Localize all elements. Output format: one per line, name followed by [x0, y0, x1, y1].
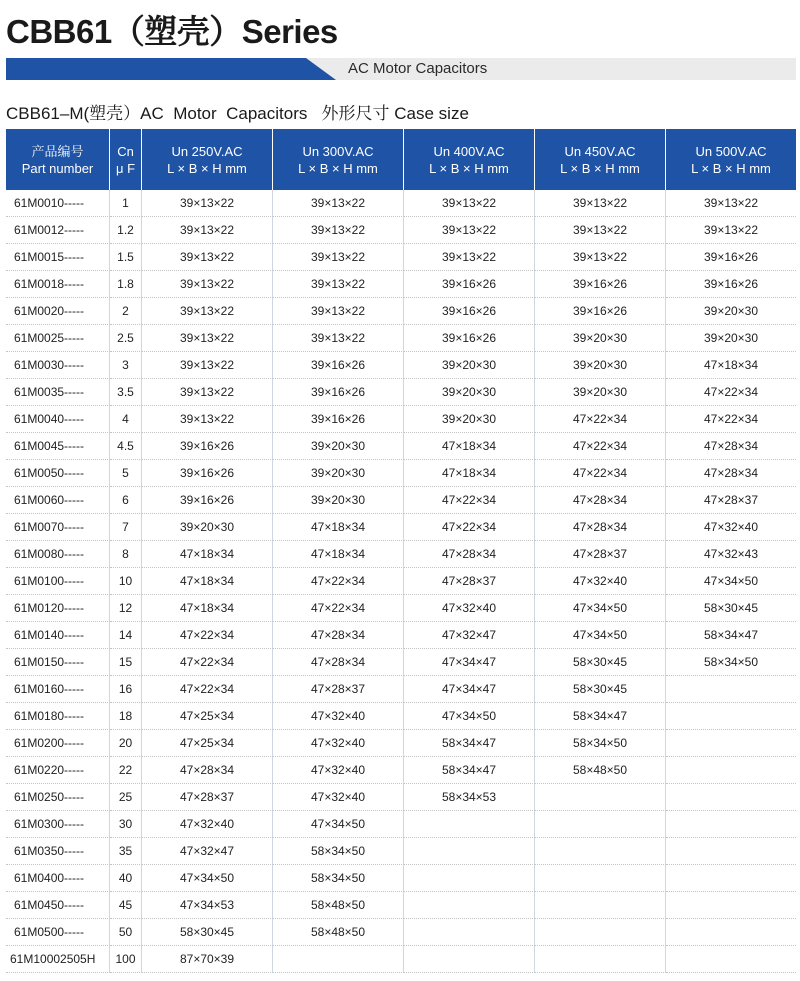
size-500v-cell: 47×22×34: [666, 379, 796, 406]
table-row: [6, 325, 796, 352]
size-400v-cell: 47×18×34: [404, 433, 535, 460]
size-400v-cell: 47×32×40: [404, 595, 535, 622]
size-300v-cell: 39×13×22: [273, 298, 404, 325]
table-row: [6, 271, 796, 298]
part-number-cell: 61M0015-----: [6, 244, 110, 271]
size-450v-cell: 39×20×30: [535, 352, 666, 379]
part-number-cell: 61M0035-----: [6, 379, 110, 406]
size-300v-cell: 39×16×26: [273, 406, 404, 433]
size-300v-cell: 58×48×50: [273, 892, 404, 919]
size-250v-cell: 47×32×47: [142, 838, 273, 865]
capacitance-cell: 4.5: [110, 433, 142, 460]
size-450v-cell: 47×32×40: [535, 568, 666, 595]
size-450v-cell: 47×22×34: [535, 406, 666, 433]
table-row: [6, 676, 796, 703]
capacitance-cell: 50: [110, 919, 142, 946]
capacitance-cell: 15: [110, 649, 142, 676]
table-row: [6, 757, 796, 784]
table-row: [6, 838, 796, 865]
size-500v-cell: [666, 703, 796, 730]
part-number-cell: 61M0040-----: [6, 406, 110, 433]
size-250v-cell: 47×18×34: [142, 595, 273, 622]
size-300v-cell: 58×34×50: [273, 865, 404, 892]
capacitance-cell: 35: [110, 838, 142, 865]
part-number-cell: 61M0140-----: [6, 622, 110, 649]
size-250v-cell: 39×13×22: [142, 271, 273, 298]
size-500v-cell: 47×28×37: [666, 487, 796, 514]
size-300v-cell: 47×34×50: [273, 811, 404, 838]
size-500v-cell: 58×30×45: [666, 595, 796, 622]
capacitance-cell: 100: [110, 946, 142, 973]
table-row: [6, 352, 796, 379]
size-500v-cell: [666, 865, 796, 892]
capacitance-cell: 16: [110, 676, 142, 703]
table-row: [6, 865, 796, 892]
part-number-cell: 61M0050-----: [6, 460, 110, 487]
part-number-cell: 61M0250-----: [6, 784, 110, 811]
capacitance-cell: 25: [110, 784, 142, 811]
part-number-cell: 61M0350-----: [6, 838, 110, 865]
table-row: [6, 379, 796, 406]
size-400v-cell: [404, 919, 535, 946]
size-500v-cell: 39×16×26: [666, 244, 796, 271]
part-number-cell: 61M0010-----: [6, 190, 110, 217]
voltage-label: Un 300V.AC: [302, 143, 374, 159]
case-size-table: [6, 129, 796, 973]
size-500v-cell: 39×13×22: [666, 190, 796, 217]
size-500v-cell: 39×13×22: [666, 217, 796, 244]
size-400v-cell: [404, 865, 535, 892]
size-450v-cell: 58×48×50: [535, 757, 666, 784]
table-row: [6, 946, 796, 973]
table-row: [6, 514, 796, 541]
table-row: [6, 541, 796, 568]
size-500v-cell: 47×32×40: [666, 514, 796, 541]
part-number-cell: 61M0020-----: [6, 298, 110, 325]
size-500v-cell: [666, 811, 796, 838]
table-row: [6, 622, 796, 649]
size-500v-cell: 39×16×26: [666, 271, 796, 298]
part-number-cell: 61M0012-----: [6, 217, 110, 244]
part-number-header-cn: 产品编号: [31, 143, 84, 159]
size-400v-cell: 47×32×47: [404, 622, 535, 649]
size-300v-cell: 39×13×22: [273, 325, 404, 352]
capacitance-cell: 7: [110, 514, 142, 541]
capacitance-header-unit: μ F: [115, 160, 136, 176]
capacitance-cell: 10: [110, 568, 142, 595]
size-450v-cell: 39×20×30: [535, 379, 666, 406]
capacitance-cell: 5: [110, 460, 142, 487]
size-300v-cell: 39×20×30: [273, 433, 404, 460]
size-250v-cell: 39×13×22: [142, 325, 273, 352]
size-450v-cell: 39×13×22: [535, 244, 666, 271]
size-400v-cell: 47×18×34: [404, 460, 535, 487]
size-450v-cell: 39×20×30: [535, 325, 666, 352]
capacitance-cell: 12: [110, 595, 142, 622]
capacitance-cell: 1.5: [110, 244, 142, 271]
part-number-cell: 61M0100-----: [6, 568, 110, 595]
size-300v-cell: 47×32×40: [273, 703, 404, 730]
size-400v-cell: 58×34×47: [404, 730, 535, 757]
size-450v-cell: [535, 865, 666, 892]
capacitance-cell: 3.5: [110, 379, 142, 406]
part-number-cell: 61M0080-----: [6, 541, 110, 568]
size-250v-cell: 47×22×34: [142, 649, 273, 676]
size-250v-cell: 47×25×34: [142, 703, 273, 730]
size-500v-cell: [666, 838, 796, 865]
size-450v-cell: [535, 946, 666, 973]
table-row: [6, 190, 796, 217]
size-250v-cell: 39×13×22: [142, 352, 273, 379]
size-400v-cell: [404, 892, 535, 919]
capacitance-cell: 45: [110, 892, 142, 919]
voltage-header-250: [142, 129, 273, 190]
capacitance-header: [110, 129, 142, 190]
part-number-cell: 61M0150-----: [6, 649, 110, 676]
table-subtitle: CBB61–M(塑壳）AC Motor Capacitors 外形尺寸 Case size: [6, 104, 469, 123]
table-row: [6, 811, 796, 838]
size-500v-cell: 47×34×50: [666, 568, 796, 595]
size-400v-cell: [404, 946, 535, 973]
table-row: [6, 703, 796, 730]
part-number-cell: 61M0025-----: [6, 325, 110, 352]
section-banner: [6, 58, 796, 80]
size-300v-cell: 39×20×30: [273, 460, 404, 487]
part-number-cell: 61M0120-----: [6, 595, 110, 622]
size-300v-cell: 47×32×40: [273, 784, 404, 811]
part-number-header-en: Part number: [21, 160, 94, 176]
capacitance-cell: 4: [110, 406, 142, 433]
size-250v-cell: 39×13×22: [142, 406, 273, 433]
size-450v-cell: 58×30×45: [535, 649, 666, 676]
size-500v-cell: [666, 919, 796, 946]
capacitance-cell: 14: [110, 622, 142, 649]
size-300v-cell: 47×32×40: [273, 730, 404, 757]
part-number-cell: 61M0180-----: [6, 703, 110, 730]
capacitance-cell: 22: [110, 757, 142, 784]
size-450v-cell: 39×16×26: [535, 271, 666, 298]
size-450v-cell: [535, 892, 666, 919]
size-300v-cell: 47×18×34: [273, 541, 404, 568]
size-250v-cell: 47×28×34: [142, 757, 273, 784]
part-number-cell: 61M0220-----: [6, 757, 110, 784]
capacitance-cell: 18: [110, 703, 142, 730]
size-250v-cell: 58×30×45: [142, 919, 273, 946]
size-500v-cell: 58×34×50: [666, 649, 796, 676]
size-250v-cell: 39×13×22: [142, 379, 273, 406]
size-500v-cell: 39×20×30: [666, 325, 796, 352]
voltage-label: Un 400V.AC: [433, 143, 505, 159]
size-400v-cell: 47×22×34: [404, 487, 535, 514]
size-250v-cell: 39×16×26: [142, 487, 273, 514]
capacitance-cell: 8: [110, 541, 142, 568]
size-250v-cell: 39×16×26: [142, 433, 273, 460]
voltage-label: Un 450V.AC: [564, 143, 636, 159]
table-row: [6, 919, 796, 946]
table-row: [6, 460, 796, 487]
size-500v-cell: [666, 784, 796, 811]
size-400v-cell: 39×20×30: [404, 379, 535, 406]
part-number-cell: 61M0450-----: [6, 892, 110, 919]
table-row: [6, 298, 796, 325]
size-450v-cell: 47×28×34: [535, 514, 666, 541]
size-250v-cell: 39×13×22: [142, 244, 273, 271]
size-400v-cell: [404, 811, 535, 838]
size-400v-cell: 39×20×30: [404, 352, 535, 379]
size-250v-cell: 39×13×22: [142, 217, 273, 244]
size-450v-cell: 39×16×26: [535, 298, 666, 325]
size-300v-cell: 47×28×37: [273, 676, 404, 703]
table-header-row: [6, 129, 796, 190]
table-row: [6, 649, 796, 676]
size-250v-cell: 47×22×34: [142, 676, 273, 703]
voltage-header-400: [404, 129, 535, 190]
part-number-cell: 61M10002505H: [6, 946, 110, 973]
size-500v-cell: [666, 730, 796, 757]
capacitance-cell: 6: [110, 487, 142, 514]
table-row: [6, 244, 796, 271]
banner-blue-bar: [6, 58, 336, 80]
table-body: [6, 190, 796, 973]
voltage-label: Un 250V.AC: [171, 143, 243, 159]
dimension-label: L × B × H mm: [298, 160, 378, 176]
part-number-cell: 61M0200-----: [6, 730, 110, 757]
table-row: [6, 568, 796, 595]
size-450v-cell: 58×30×45: [535, 676, 666, 703]
size-300v-cell: 39×16×26: [273, 379, 404, 406]
size-450v-cell: 47×22×34: [535, 460, 666, 487]
size-500v-cell: 47×28×34: [666, 460, 796, 487]
size-500v-cell: 47×22×34: [666, 406, 796, 433]
size-250v-cell: 47×25×34: [142, 730, 273, 757]
size-450v-cell: [535, 838, 666, 865]
size-450v-cell: 47×34×50: [535, 622, 666, 649]
size-500v-cell: [666, 676, 796, 703]
size-250v-cell: 39×16×26: [142, 460, 273, 487]
table-row: [6, 595, 796, 622]
size-250v-cell: 47×18×34: [142, 568, 273, 595]
part-number-cell: 61M0018-----: [6, 271, 110, 298]
size-450v-cell: 58×34×47: [535, 703, 666, 730]
size-300v-cell: 39×13×22: [273, 271, 404, 298]
size-400v-cell: 47×28×34: [404, 541, 535, 568]
size-250v-cell: 47×34×53: [142, 892, 273, 919]
size-500v-cell: 47×28×34: [666, 433, 796, 460]
size-300v-cell: 47×28×34: [273, 649, 404, 676]
capacitance-header-label: Cn: [117, 143, 134, 159]
size-450v-cell: 47×28×34: [535, 487, 666, 514]
part-number-cell: 61M0060-----: [6, 487, 110, 514]
part-number-cell: 61M0160-----: [6, 676, 110, 703]
size-400v-cell: 39×13×22: [404, 217, 535, 244]
table-row: [6, 487, 796, 514]
dimension-label: L × B × H mm: [691, 160, 771, 176]
voltage-header-300: [273, 129, 404, 190]
capacitance-cell: 2: [110, 298, 142, 325]
size-300v-cell: 47×32×40: [273, 757, 404, 784]
size-400v-cell: 47×34×47: [404, 676, 535, 703]
size-300v-cell: 58×34×50: [273, 838, 404, 865]
table-row: [6, 433, 796, 460]
size-450v-cell: 47×22×34: [535, 433, 666, 460]
size-400v-cell: 47×34×50: [404, 703, 535, 730]
size-300v-cell: 39×20×30: [273, 487, 404, 514]
capacitance-cell: 2.5: [110, 325, 142, 352]
capacitance-cell: 1.8: [110, 271, 142, 298]
size-300v-cell: 47×22×34: [273, 595, 404, 622]
table-row: [6, 730, 796, 757]
size-450v-cell: [535, 811, 666, 838]
dimension-label: L × B × H mm: [429, 160, 509, 176]
part-number-cell: 61M0045-----: [6, 433, 110, 460]
size-300v-cell: 39×13×22: [273, 217, 404, 244]
size-450v-cell: 47×34×50: [535, 595, 666, 622]
capacitance-cell: 3: [110, 352, 142, 379]
size-250v-cell: 47×34×50: [142, 865, 273, 892]
part-number-cell: 61M0300-----: [6, 811, 110, 838]
size-500v-cell: 58×34×47: [666, 622, 796, 649]
size-500v-cell: 47×32×43: [666, 541, 796, 568]
page-title: CBB61（塑壳）Series: [6, 13, 338, 50]
size-450v-cell: [535, 784, 666, 811]
size-450v-cell: [535, 919, 666, 946]
dimension-label: L × B × H mm: [167, 160, 247, 176]
size-250v-cell: 47×32×40: [142, 811, 273, 838]
part-number-cell: 61M0500-----: [6, 919, 110, 946]
size-400v-cell: 58×34×53: [404, 784, 535, 811]
size-450v-cell: 39×13×22: [535, 217, 666, 244]
size-500v-cell: [666, 892, 796, 919]
size-300v-cell: 58×48×50: [273, 919, 404, 946]
table-row: [6, 784, 796, 811]
capacitance-cell: 20: [110, 730, 142, 757]
table-row: [6, 892, 796, 919]
size-300v-cell: 39×13×22: [273, 190, 404, 217]
size-400v-cell: 39×16×26: [404, 325, 535, 352]
size-300v-cell: [273, 946, 404, 973]
size-500v-cell: [666, 757, 796, 784]
size-400v-cell: 47×22×34: [404, 514, 535, 541]
size-500v-cell: 39×20×30: [666, 298, 796, 325]
banner-label: AC Motor Capacitors: [348, 60, 488, 77]
size-450v-cell: 39×13×22: [535, 190, 666, 217]
size-400v-cell: 39×13×22: [404, 190, 535, 217]
size-250v-cell: 47×22×34: [142, 622, 273, 649]
voltage-label: Un 500V.AC: [695, 143, 767, 159]
size-400v-cell: 47×34×47: [404, 649, 535, 676]
table-row: [6, 217, 796, 244]
size-250v-cell: 47×28×37: [142, 784, 273, 811]
size-450v-cell: 58×34×50: [535, 730, 666, 757]
capacitance-cell: 1.2: [110, 217, 142, 244]
size-400v-cell: 39×20×30: [404, 406, 535, 433]
size-250v-cell: 39×13×22: [142, 298, 273, 325]
size-250v-cell: 87×70×39: [142, 946, 273, 973]
size-400v-cell: 39×13×22: [404, 244, 535, 271]
size-300v-cell: 47×18×34: [273, 514, 404, 541]
size-250v-cell: 39×13×22: [142, 190, 273, 217]
size-500v-cell: [666, 946, 796, 973]
dimension-label: L × B × H mm: [560, 160, 640, 176]
size-300v-cell: 39×13×22: [273, 244, 404, 271]
size-400v-cell: 47×28×37: [404, 568, 535, 595]
voltage-header-500: [666, 129, 796, 190]
size-500v-cell: 47×18×34: [666, 352, 796, 379]
size-250v-cell: 39×20×30: [142, 514, 273, 541]
size-300v-cell: 47×28×34: [273, 622, 404, 649]
size-300v-cell: 47×22×34: [273, 568, 404, 595]
table-row: [6, 406, 796, 433]
capacitance-cell: 40: [110, 865, 142, 892]
size-400v-cell: 39×16×26: [404, 298, 535, 325]
size-250v-cell: 47×18×34: [142, 541, 273, 568]
voltage-header-450: [535, 129, 666, 190]
capacitance-cell: 1: [110, 190, 142, 217]
size-400v-cell: [404, 838, 535, 865]
size-400v-cell: 39×16×26: [404, 271, 535, 298]
part-number-header: [6, 129, 110, 190]
size-400v-cell: 58×34×47: [404, 757, 535, 784]
part-number-cell: 61M0030-----: [6, 352, 110, 379]
part-number-cell: 61M0400-----: [6, 865, 110, 892]
size-300v-cell: 39×16×26: [273, 352, 404, 379]
capacitance-cell: 30: [110, 811, 142, 838]
size-450v-cell: 47×28×37: [535, 541, 666, 568]
part-number-cell: 61M0070-----: [6, 514, 110, 541]
